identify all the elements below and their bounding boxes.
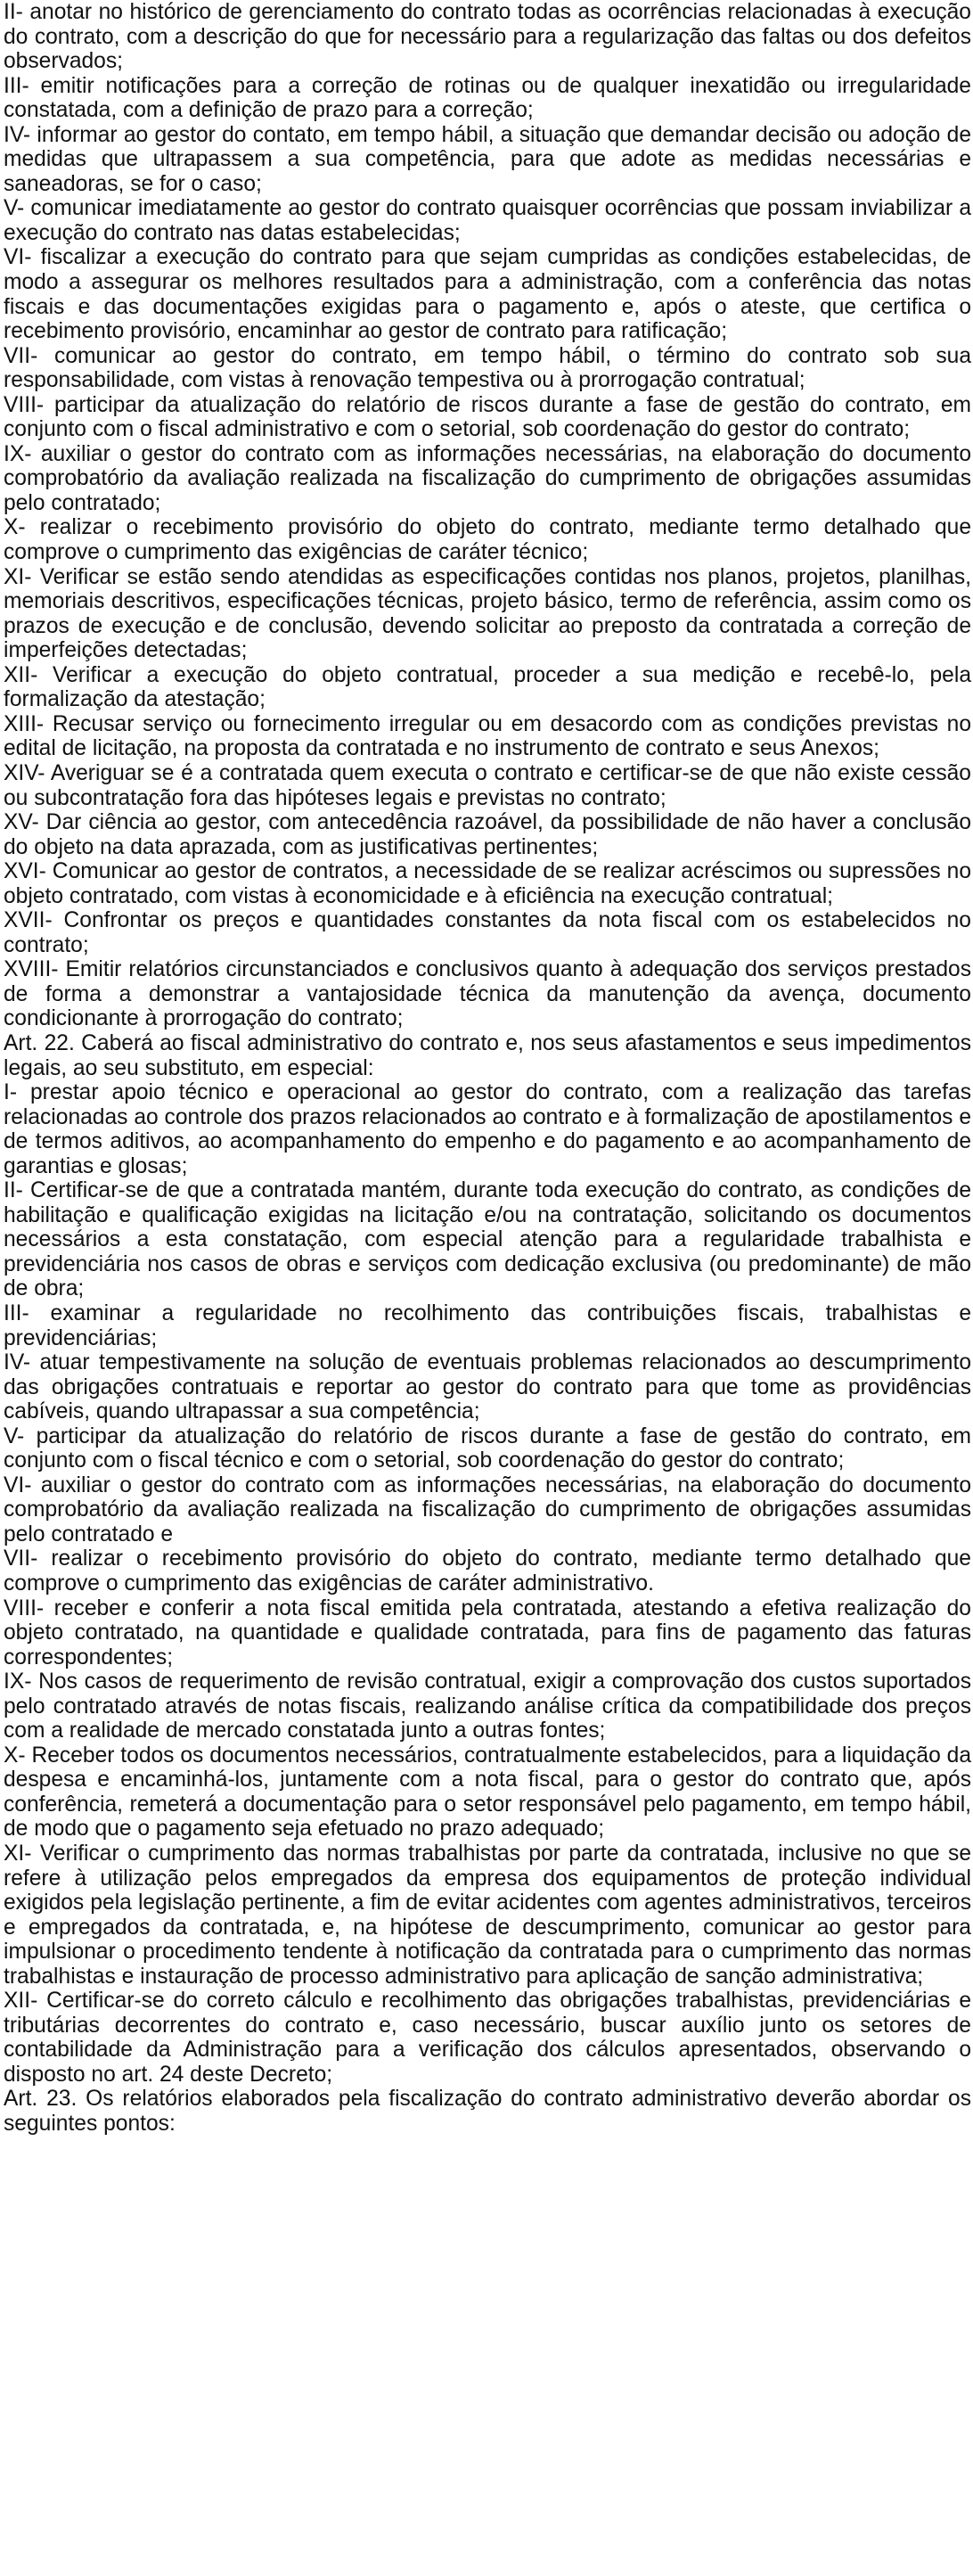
paragraph-art21-xi: XI- Verificar se estão sendo atendidas as especificações contidas nos planos, projetos, planilhas, memoriais descritivos, especificações técnicas, projeto básico, termo de referência, assim como os prazos de execução e de conclusão, devendo solicitar ao preposto da contratada a correção de imperfeições detectadas; bbox=[4, 564, 971, 663]
paragraph-art21-iii: III- emitir notificações para a correção de rotinas ou de qualquer inexatidão ou irregularidade constatada, com a definição de prazo para a correção; bbox=[4, 73, 971, 123]
paragraph-art22-vi: VI- auxiliar o gestor do contrato com as informações necessárias, na elaboração do documento comprobatório da avaliação realizada na fiscalização do cumprimento de obrigações assumidas pelo contratado e bbox=[4, 1473, 971, 1546]
paragraph-art22-xi: XI- Verificar o cumprimento das normas trabalhistas por parte da contratada, inclusive no que se refere à utilização pelos empregados da empresa dos equipamentos de proteção individual exigidos pela legislação pertinente, a fim de evitar acidentes com agentes administrativos, terceiros e empregados da contratada, e, na hipótese de descumprimento, comunicar ao gestor para impulsionar o procedimento tendente à notificação da contratada para o cumprimento das normas trabalhistas e instauração de processo administrativo para aplicação de sanção administrativa; bbox=[4, 1842, 971, 1989]
paragraph-art22-ix: IX- Nos casos de requerimento de revisão contratual, exigir a comprovação dos custos suportados pelo contratado através de notas fiscais, realizando análise crítica da compatibilidade dos preços com a realidade de mercado constatada junto a outras fontes; bbox=[4, 1669, 971, 1743]
paragraph-art21-xv: XV- Dar ciência ao gestor, com antecedência razoável, da possibilidade de não haver a conclusão do objeto na data aprazada, com as justificativas pertinentes; bbox=[4, 810, 971, 859]
paragraph-art22-i: I- prestar apoio técnico e operacional ao gestor do contrato, com a realização das tarefas relacionadas ao controle dos prazos relacionados ao contrato e à formalização de apostilamentos e de termos aditivos, ao acompanhamento do empenho e do pagamento e ao acompanhamento de garantias e glosas; bbox=[4, 1080, 971, 1178]
paragraph-art21-ix: IX- auxiliar o gestor do contrato com as informações necessárias, na elaboração do documento comprobatório da avaliação realizada na fiscalização do cumprimento de obrigações assumidas pelo contratado; bbox=[4, 441, 971, 515]
paragraph-art21-xvii: XVII- Confrontar os preços e quantidades constantes da nota fiscal com os estabelecidos no contrato; bbox=[4, 908, 971, 957]
paragraph-art22-x: X- Receber todos os documentos necessários, contratualmente estabelecidos, para a liquidação da despesa e encaminhá-los, juntamente com a nota fiscal, para o gestor do contrato que, após conferência, remeterá a documentação para o setor responsável pelo pagamento, em tempo hábil, de modo que o pagamento seja efetuado no prazo adequado; bbox=[4, 1743, 971, 1842]
document-page bbox=[4, 0, 971, 2137]
paragraph-art22-vii: VII- realizar o recebimento provisório do objeto do contrato, mediante termo detalhado que comprove o cumprimento das exigências de caráter administrativo. bbox=[4, 1546, 971, 1596]
paragraph-art21-iv: IV- informar ao gestor do contato, em tempo hábil, a situação que demandar decisão ou adoção de medidas que ultrapassem a sua competência, para que adote as medidas necessárias e saneadoras, se for o caso; bbox=[4, 122, 971, 196]
paragraph-art21-xviii: XVIII- Emitir relatórios circunstanciados e conclusivos quanto à adequação dos serviços prestados de forma a demonstrar a vantajosidade técnica da manutenção da avença, documento condicionante à prorrogação do contrato; bbox=[4, 957, 971, 1031]
paragraph-art21-vi: VI- fiscalizar a execução do contrato para que sejam cumpridas as condições estabelecidas, de modo a assegurar os melhores resultados para a administração, com a conferência das notas fiscais e das documentações exigidas para o pagamento e, após o ateste, que certifica o recebimento provisório, encaminhar ao gestor de contrato para ratificação; bbox=[4, 245, 971, 344]
paragraph-art22-xii: XII- Certificar-se do correto cálculo e recolhimento das obrigações trabalhistas, previdenciárias e tributárias decorrentes do contrato e, caso necessário, buscar auxílio junto os setores de contabilidade da Administração para a verificação dos cálculos apresentados, observando o disposto no art. 24 deste Decreto; bbox=[4, 1989, 971, 2087]
paragraph-art21-xii: XII- Verificar a execução do objeto contratual, proceder a sua medição e recebê-lo, pela formalização da atestação; bbox=[4, 662, 971, 712]
paragraph-art21-viii: VIII- participar da atualização do relatório de riscos durante a fase de gestão do contrato, em conjunto com o fiscal administrativo e com o setorial, sob coordenação do gestor do contrato; bbox=[4, 392, 971, 442]
paragraph-art23-heading: Art. 23. Os relatórios elaborados pela fiscalização do contrato administrativo deverão abordar os seguintes pontos: bbox=[4, 2087, 971, 2137]
paragraph-art21-xiii: XIII- Recusar serviço ou fornecimento irregular ou em desacordo com as condições previstas no edital de licitação, na proposta da contratada e no instrumento de contrato e seus Anexos; bbox=[4, 711, 971, 761]
paragraph-art21-xiv: XIV- Averiguar se é a contratada quem executa o contrato e certificar-se de que não existe cessão ou subcontratação fora das hipóteses legais e previstas no contrato; bbox=[4, 760, 971, 810]
paragraph-art21-ii: II- anotar no histórico de gerenciamento do contrato todas as ocorrências relacionadas à execução do contrato, com a descrição do que for necessário para a regularização das faltas ou dos defeitos observados; bbox=[4, 0, 971, 74]
paragraph-art21-vii: VII- comunicar ao gestor do contrato, em tempo hábil, o término do contrato sob sua responsabilidade, com vistas à renovação tempestiva ou à prorrogação contratual; bbox=[4, 343, 971, 393]
paragraph-art22-heading: Art. 22. Caberá ao fiscal administrativo do contrato e, nos seus afastamentos e seus impedimentos legais, ao seu substituto, em especial: bbox=[4, 1030, 971, 1080]
paragraph-art22-v: V- participar da atualização do relatório de riscos durante a fase de gestão do contrato, em conjunto com o fiscal técnico e com o setorial, sob coordenação do gestor do contrato; bbox=[4, 1423, 971, 1473]
paragraph-art21-v: V- comunicar imediatamente ao gestor do contrato quaisquer ocorrências que possam inviabilizar a execução do contrato nas datas estabelecidas; bbox=[4, 196, 971, 245]
paragraph-art21-xvi: XVI- Comunicar ao gestor de contratos, a necessidade de se realizar acréscimos ou supressões no objeto contratado, com vistas à economicidade e à eficiência na execução contratual; bbox=[4, 859, 971, 908]
paragraph-art22-ii: II- Certificar-se de que a contratada mantém, durante toda execução do contrato, as condições de habilitação e qualificação exigidas na licitação e/ou na contratação, solicitando os documentos necessários a esta constatação, com especial atenção para a regularidade trabalhista e previdenciária nos casos de obras e serviços com dedicação exclusiva (ou predominante) de mão de obra; bbox=[4, 1178, 971, 1301]
paragraph-art22-viii: VIII- receber e conferir a nota fiscal emitida pela contratada, atestando a efetiva realização do objeto contratado, na quantidade e qualidade contratada, para fins de pagamento das faturas correspondentes; bbox=[4, 1596, 971, 1669]
paragraph-art21-x: X- realizar o recebimento provisório do objeto do contrato, mediante termo detalhado que comprove o cumprimento das exigências de caráter técnico; bbox=[4, 515, 971, 565]
paragraph-art22-iv: IV- atuar tempestivamente na solução de eventuais problemas relacionados ao descumprimento das obrigações contratuais e reportar ao gestor do contrato para que tome as providências cabíveis, quando ultrapassar a sua competência; bbox=[4, 1350, 971, 1424]
paragraph-art22-iii: III- examinar a regularidade no recolhimento das contribuições fiscais, trabalhistas e previdenciárias; bbox=[4, 1300, 971, 1350]
